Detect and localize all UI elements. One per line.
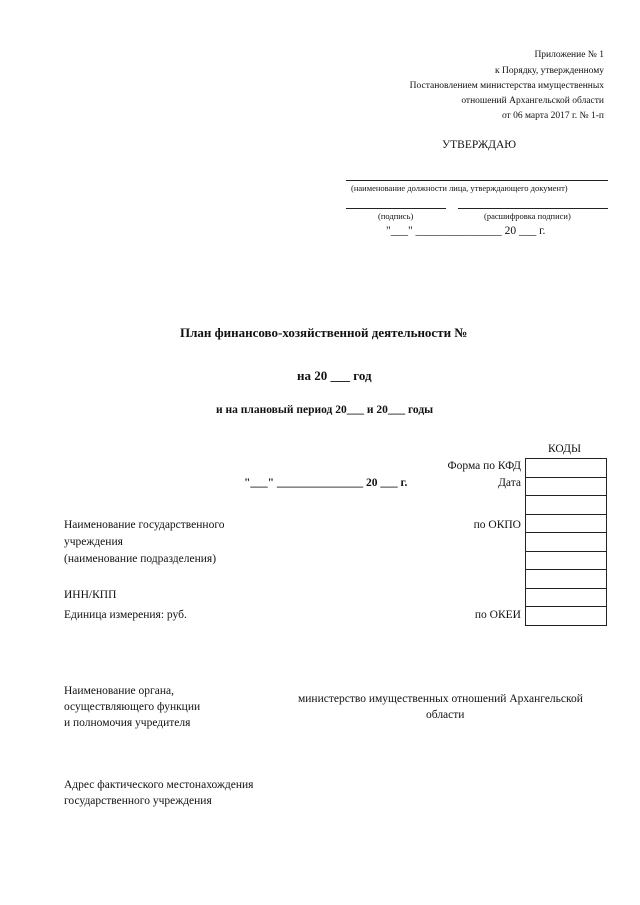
form-kfd-label: Форма по КФД xyxy=(447,460,521,472)
code-cell-okpo xyxy=(526,515,606,534)
organ-label-3: и полномочия учредителя xyxy=(64,717,191,729)
appendix-line-3: Постановлением министерства имущественных xyxy=(409,81,604,91)
code-cell-7 xyxy=(526,570,606,589)
codes-header: КОДЫ xyxy=(548,443,581,455)
plan-period: и на плановый период 20___ и 20___ годы xyxy=(216,404,434,416)
institution-label-3: (наименование подразделения) xyxy=(64,553,217,565)
appendix-line-1: Приложение № 1 xyxy=(534,50,604,60)
code-cell-5 xyxy=(526,533,606,552)
codes-table xyxy=(525,458,607,626)
approve-date-line: "___" _______________ 20 ___ г. xyxy=(386,225,546,237)
inn-kpp-label: ИНН/КПП xyxy=(64,589,117,601)
okei-label: по ОКЕИ xyxy=(474,609,521,621)
code-cell-okei xyxy=(526,607,606,626)
date-label: Дата xyxy=(498,477,521,489)
signature-line xyxy=(346,208,446,209)
position-caption: (наименование должности лица, утверждающего документ) xyxy=(351,183,568,193)
appendix-line-5: от 06 марта 2017 г. № 1-п xyxy=(501,111,604,121)
decoding-caption: (расшифровка подписи) xyxy=(484,211,571,221)
code-cell-date xyxy=(526,478,606,497)
code-cell-form xyxy=(526,459,606,478)
appendix-line-4: отношений Архангельской области xyxy=(461,96,604,106)
organ-value-2: области xyxy=(426,709,465,721)
decoding-line xyxy=(458,208,608,209)
approve-title: УТВЕРЖДАЮ xyxy=(442,139,517,151)
okpo-label: по ОКПО xyxy=(473,519,521,531)
institution-label-1: Наименование государственного xyxy=(64,519,225,531)
code-cell-6 xyxy=(526,552,606,571)
address-label-1: Адрес фактического местонахождения xyxy=(64,779,254,791)
plan-year: на 20 ___ год xyxy=(297,368,372,383)
organ-value-1: министерство имущественных отношений Архангельской xyxy=(298,693,583,705)
code-cell-8 xyxy=(526,589,606,608)
appendix-line-2: к Порядку, утвержденному xyxy=(495,66,604,76)
institution-label-2: учреждения xyxy=(64,536,123,548)
plan-title: План финансово-хозяйственной деятельности № xyxy=(180,325,468,340)
position-line xyxy=(346,180,608,181)
address-label-2: государственного учреждения xyxy=(64,795,212,807)
organ-label-2: осуществляющего функции xyxy=(64,701,201,713)
signature-caption: (подпись) xyxy=(378,211,414,221)
unit-label: Единица измерения: руб. xyxy=(64,609,187,621)
plan-date-line: "___" _______________ 20 ___ г. xyxy=(244,477,408,489)
organ-label-1: Наименование органа, xyxy=(64,685,174,697)
code-cell-3 xyxy=(526,496,606,515)
